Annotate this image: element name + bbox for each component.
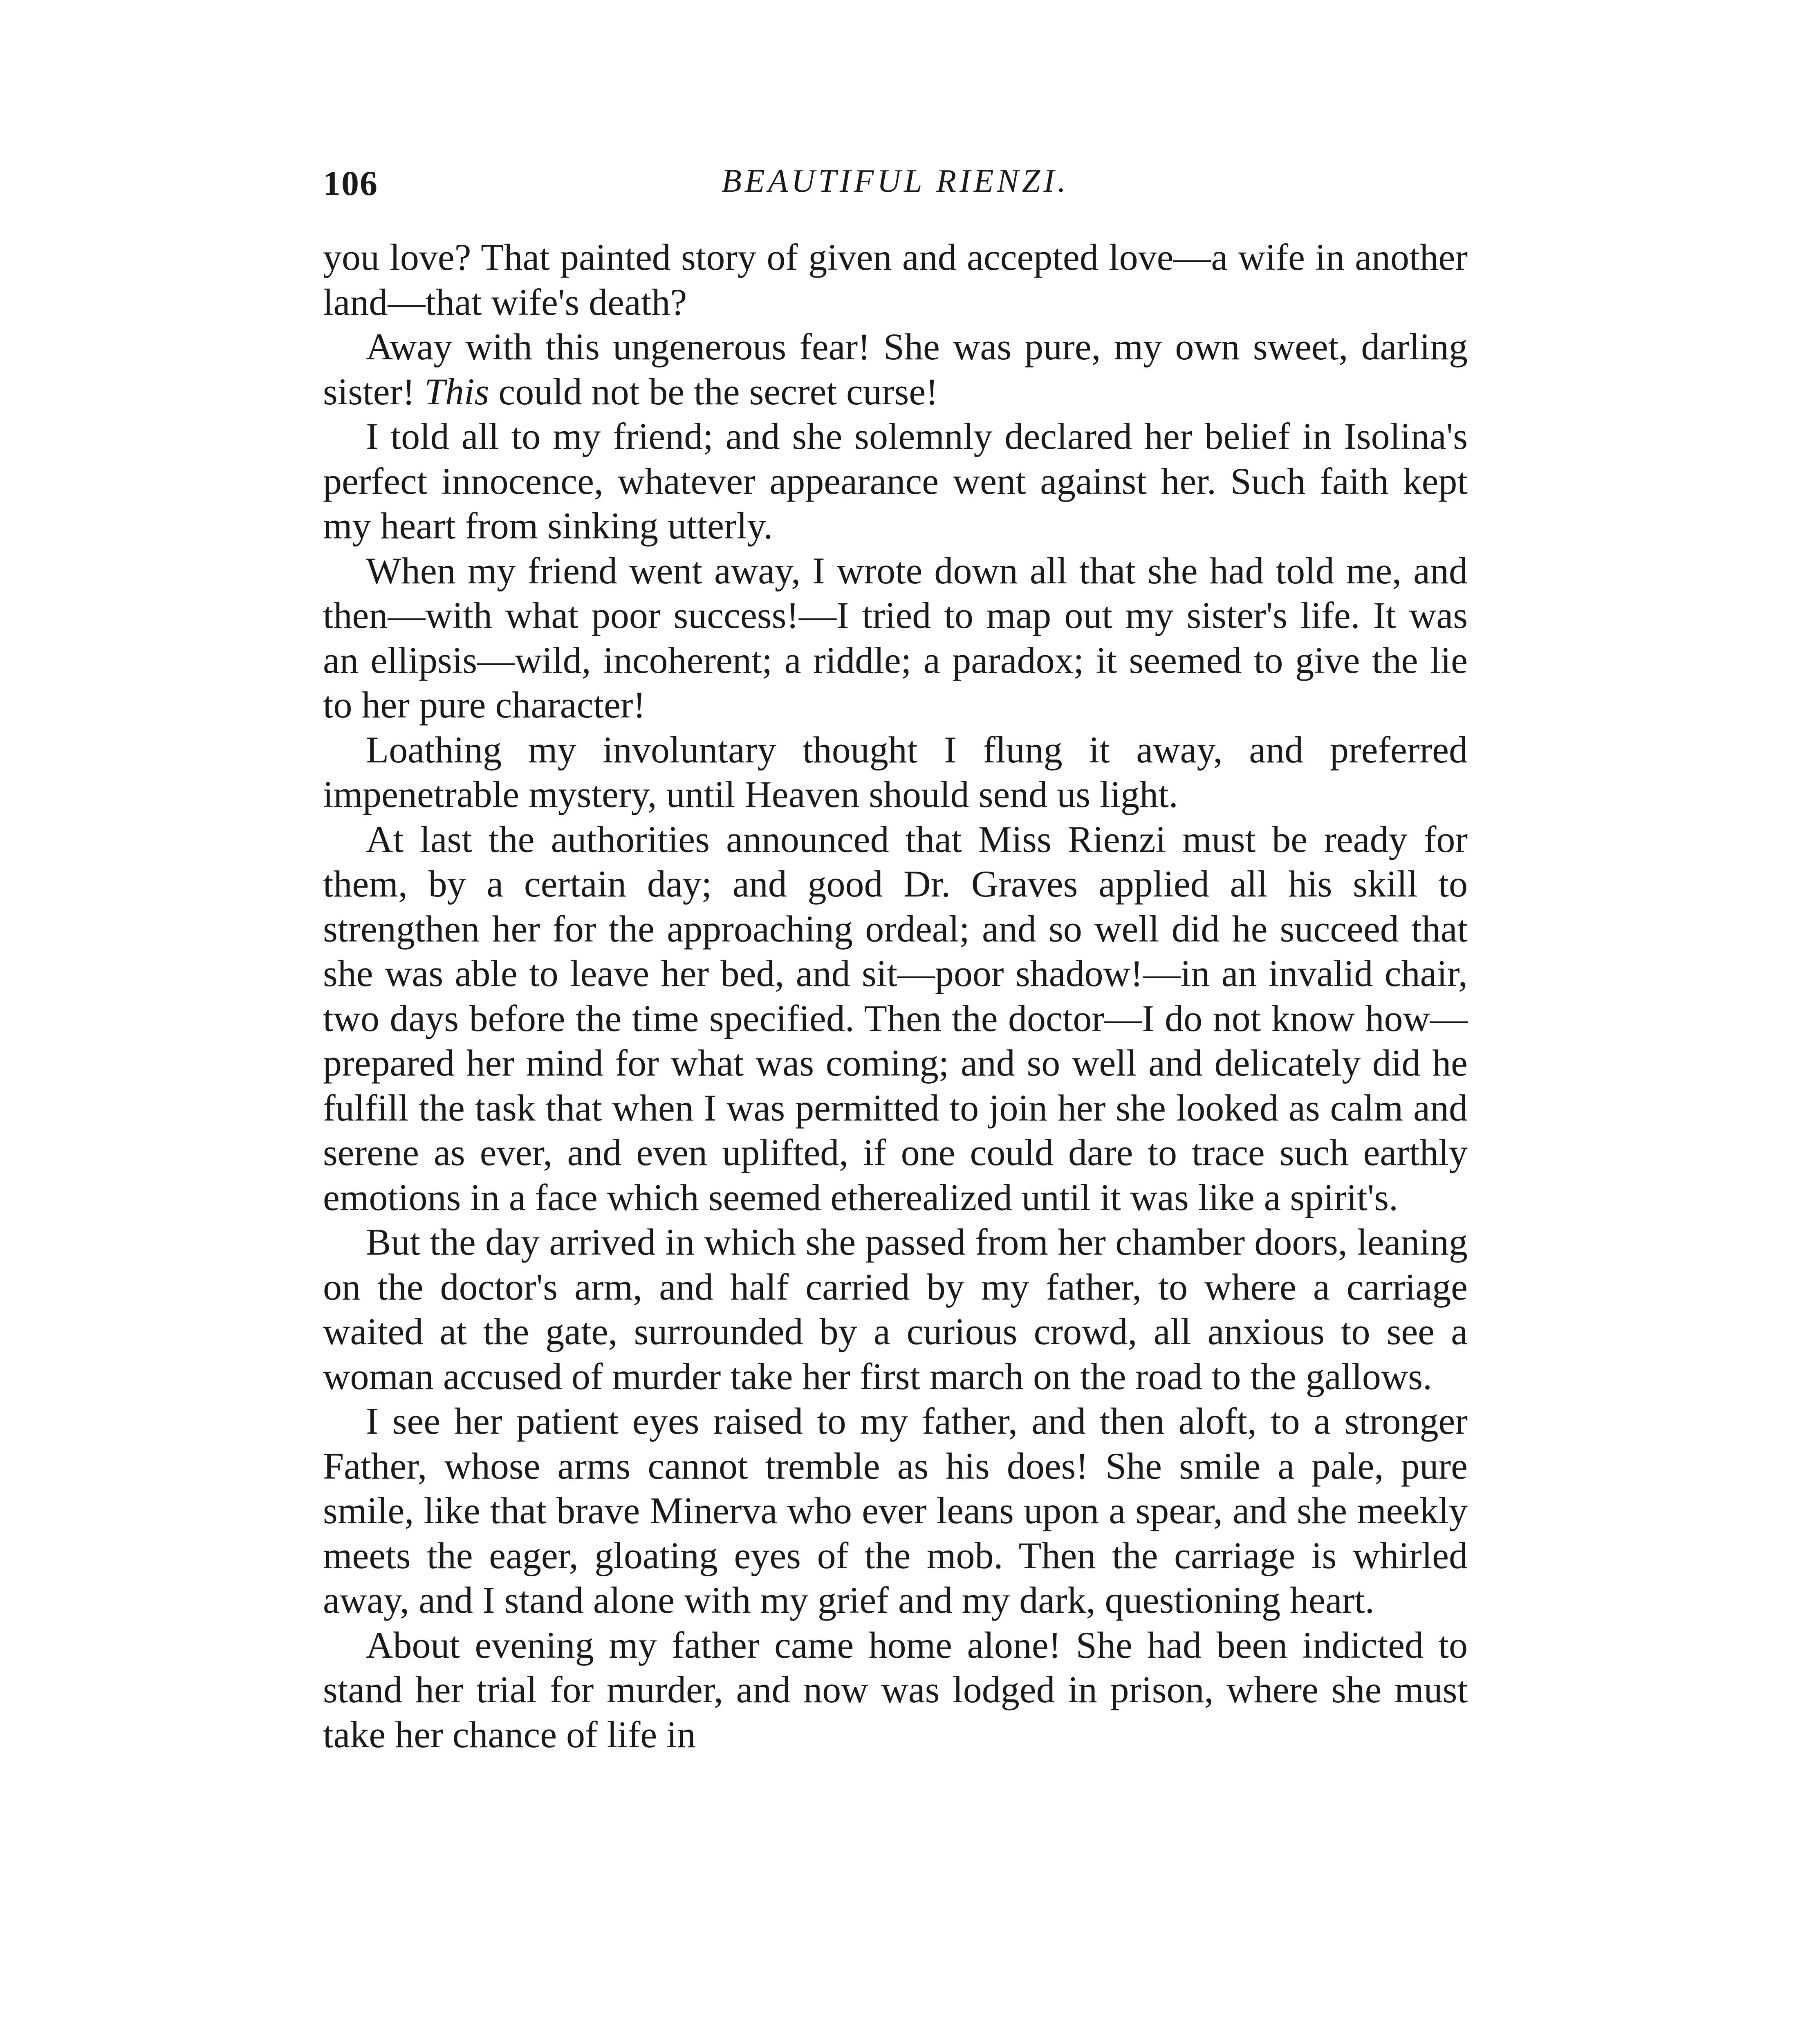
paragraph: I told all to my friend; and she solemnly declared her belief in Isolina's perfect innocence, whatever appearance went against her. Such faith kept my heart from sinking utterly. <box>323 415 1468 547</box>
paragraph: When my friend went away, I wrote down all that she had told me, and then—with what poor success!—I tried to map out my sister's life. It was an ellipsis—wild, incoherent; a riddle; a paradox; it seemed to give the lie to her pure character! <box>323 549 1468 726</box>
paragraph: But the day arrived in which she passed from her chamber doors, leaning on the doctor's arm, and half carried by my father, to where a carriage waited at the gate, surrounded by a curious crowd, all anxious to see a woman accused of murder take her first march on the road to the gallows. <box>323 1221 1468 1397</box>
page-number: 106 <box>323 164 378 203</box>
paragraph-text: could not be the secret curse! <box>489 370 938 412</box>
paragraph: About evening my father came home alone! She had been indicted to stand her trial for murder, and now was lodged in prison, where she must take her chance of life in <box>323 1624 1468 1755</box>
emphasis-text: This <box>424 370 489 412</box>
running-title: BEAUTIFUL RIENZI. <box>721 163 1069 199</box>
page-header <box>323 163 1468 208</box>
paragraph: you love? That painted story of given and accepted love—a wife in another land—that wife's death? <box>323 236 1468 323</box>
paragraph <box>323 325 1468 414</box>
paragraph: Loathing my involuntary thought I flung it away, and preferred impenetrable mystery, until Heaven should send us light. <box>323 728 1468 815</box>
paragraph-text: Away with this ungenerous fear! She was pure, my own sweet, darling sister! <box>323 326 1468 412</box>
paragraph: I see her patient eyes raised to my father, and then aloft, to a stronger Father, whose arms cannot tremble as his does! She smile a pale, pure smile, like that brave Minerva who ever leans upon a spear, and she meekly meets the eager, gloating eyes of the mob. Then the carriage is whirled away, and I stand alone with my grief and my dark, questioning heart. <box>323 1400 1468 1621</box>
paragraph: At last the authorities announced that Miss Rienzi must be ready for them, by a certain day; and good Dr. Graves applied all his skill to strengthen her for the approaching ordeal; and so well did he succeed that she was able to leave her bed, and sit—poor shadow!—in an invalid chair, two days before the time specified. Then the doctor—I do not know how—prepared her mind for what was coming; and so well and delicately did he fulfill the task that when I was permitted to join her she looked as calm and serene as ever, and even uplifted, if one could dare to trace such earthly emotions in a face which seemed etherealized until it was like a spirit's. <box>323 818 1468 1218</box>
body-text <box>323 235 1468 1757</box>
